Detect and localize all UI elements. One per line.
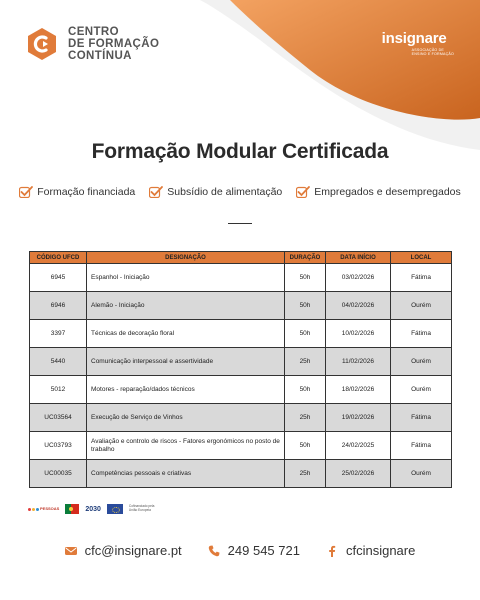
facebook-icon xyxy=(326,545,338,557)
cell-start-date: 18/02/2026 xyxy=(326,376,391,404)
pessoas2030-logo xyxy=(28,507,59,511)
cell-start-date: 10/02/2026 xyxy=(326,320,391,348)
feature-item xyxy=(296,186,461,198)
logo-line-2: DE FORMAÇÃO xyxy=(68,38,160,50)
check-icon xyxy=(296,186,310,198)
cell-location: Fátima xyxy=(391,320,452,348)
cell-location: Fátima xyxy=(391,264,452,292)
contact-email[interactable] xyxy=(65,543,182,558)
cell-start-date: 25/02/2026 xyxy=(326,460,391,488)
header-swoosh xyxy=(0,0,480,150)
check-icon xyxy=(19,186,33,198)
cell-code: 6945 xyxy=(30,264,87,292)
eu-line-1: Cofinanciado pela xyxy=(128,504,155,509)
cell-duration: 25h xyxy=(285,348,326,376)
table-row xyxy=(30,376,452,404)
features-list xyxy=(0,186,480,198)
feature-label: Formação financiada xyxy=(37,186,136,198)
header-designation: DESIGNAÇÃO xyxy=(87,252,285,264)
pessoas-label: PESSOAS xyxy=(40,506,60,512)
cell-location: Ourém xyxy=(391,376,452,404)
table-row xyxy=(30,348,452,376)
funders-bar xyxy=(28,504,154,514)
header-start-date: DATA INÍCIO xyxy=(326,252,391,264)
contact-facebook[interactable] xyxy=(326,543,415,558)
email-icon xyxy=(65,545,77,557)
logo-dot xyxy=(36,508,39,511)
cell-start-date: 24/02/2025 xyxy=(326,432,391,460)
cell-designation: Execução de Serviço de Vinhos xyxy=(87,404,285,432)
cell-code: UC03793 xyxy=(30,432,87,460)
feature-item xyxy=(149,186,282,198)
eu-line-2: União Europeia xyxy=(128,508,151,512)
portugal2030-label: 2030 xyxy=(85,505,101,513)
header-duration: DURAÇÃO xyxy=(285,252,326,264)
cell-code: 5012 xyxy=(30,376,87,404)
check-icon xyxy=(149,186,163,198)
cell-designation: Avaliação e controlo de riscos - Fatores ergonómicos no posto de trabalho xyxy=(87,432,285,460)
logo-dot xyxy=(28,508,31,511)
cell-duration: 25h xyxy=(285,404,326,432)
cell-duration: 50h xyxy=(285,376,326,404)
cell-location: Ourém xyxy=(391,348,452,376)
courses-table xyxy=(29,251,452,488)
cell-start-date: 19/02/2026 xyxy=(326,404,391,432)
portugal-flag-icon xyxy=(65,504,79,514)
feature-label: Empregados e desempregados xyxy=(314,186,461,198)
insignare-logo xyxy=(382,30,454,56)
cell-code: 3397 xyxy=(30,320,87,348)
cfc-logo-icon xyxy=(24,26,60,62)
table-row xyxy=(30,432,452,460)
cell-duration: 25h xyxy=(285,460,326,488)
cell-code: UC03564 xyxy=(30,404,87,432)
table-row xyxy=(30,264,452,292)
cell-location: Fátima xyxy=(391,404,452,432)
insignare-sub-2: ENSINO E FORMAÇÃO xyxy=(411,52,454,57)
cell-duration: 50h xyxy=(285,264,326,292)
page-title: Formação Modular Certificada xyxy=(91,140,389,163)
logo-line-3: CONTÍNUA xyxy=(68,50,132,62)
title-divider xyxy=(228,223,252,224)
cell-duration: 50h xyxy=(285,320,326,348)
header-location: LOCAL xyxy=(391,252,452,264)
cell-code: 5440 xyxy=(30,348,87,376)
cell-start-date: 11/02/2026 xyxy=(326,348,391,376)
cell-duration: 50h xyxy=(285,292,326,320)
phone-icon xyxy=(208,545,220,557)
cell-designation: Comunicação interpessoal e assertividade xyxy=(87,348,285,376)
feature-label: Subsídio de alimentação xyxy=(167,186,283,198)
cell-code: UC00035 xyxy=(30,460,87,488)
cell-designation: Alemão - Iniciação xyxy=(87,292,285,320)
cfc-logo-text xyxy=(68,26,159,62)
phone-text[interactable]: 249 545 721 xyxy=(227,543,300,558)
contacts-bar xyxy=(0,543,480,558)
eu-cofunded-label xyxy=(129,505,155,512)
facebook-text[interactable]: cfcinsignare xyxy=(345,543,416,558)
header-code: CÓDIGO UFCD xyxy=(30,252,87,264)
table-row xyxy=(30,292,452,320)
logo-line-1: CENTRO xyxy=(68,26,119,38)
cell-designation: Técnicas de decoração floral xyxy=(87,320,285,348)
cell-location: Ourém xyxy=(391,292,452,320)
cell-code: 6946 xyxy=(30,292,87,320)
table-row xyxy=(30,460,452,488)
cell-location: Fátima xyxy=(391,432,452,460)
cfc-logo xyxy=(24,26,159,62)
cell-designation: Motores - reparação/dados técnicos xyxy=(87,376,285,404)
cell-designation: Competências pessoais e criativas xyxy=(87,460,285,488)
cell-location: Ourém xyxy=(391,460,452,488)
insignare-sub-1: ASSOCIAÇÃO DE xyxy=(411,48,445,52)
table-header-row xyxy=(30,252,452,264)
cell-duration: 50h xyxy=(285,432,326,460)
feature-item xyxy=(19,186,135,198)
contact-phone[interactable] xyxy=(208,543,300,558)
cell-start-date: 04/02/2026 xyxy=(326,292,391,320)
eu-flag-icon xyxy=(107,504,123,514)
insignare-subtitle xyxy=(412,48,454,56)
email-text[interactable]: cfc@insignare.pt xyxy=(84,543,182,558)
cell-designation: Espanhol - Iniciação xyxy=(87,264,285,292)
cell-start-date: 03/02/2026 xyxy=(326,264,391,292)
table-row xyxy=(30,320,452,348)
logo-dot xyxy=(32,508,35,511)
insignare-brand: insignare xyxy=(381,30,447,47)
table-row xyxy=(30,404,452,432)
